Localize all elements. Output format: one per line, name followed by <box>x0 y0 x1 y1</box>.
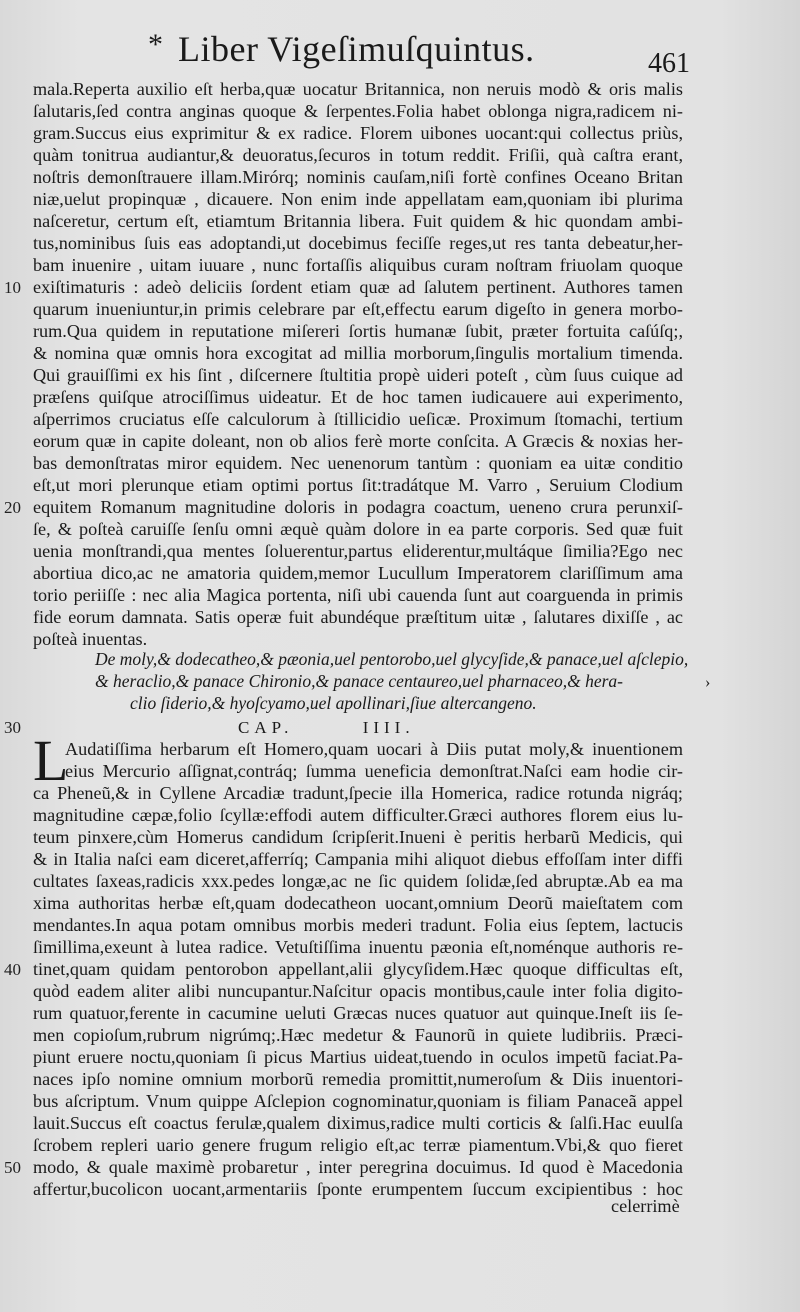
text-line: aſperrimos cruciatus eſſe calculorum à ſtillicidio ueſicæ. Proximum ſtomachi, tertium <box>33 409 683 429</box>
section-heading-line: De moly,& dodecatheo,& pæonia,uel pentorobo,uel glycyſide,& panace,uel aſclepio, <box>95 649 689 669</box>
section-heading <box>95 648 689 714</box>
margin-line-number: 50 <box>4 1158 21 1177</box>
section-heading-line: clio ſiderio,& hyoſcyamo,uel apollinari,ſiue altercangeno. <box>130 693 537 713</box>
text-line: tinet,quam quidam pentorobon appellant,alii glycyſidem.Hæc quoque difficultas eſt, <box>33 959 683 979</box>
text-line: ſalutaris,ſed contra anginas quoque & ſerpentes.Folia habet oblonga nigra,radicem ni- <box>33 101 683 121</box>
text-line: Audatiſſima herbarum eſt Homero,quam uocari à Diis putat moly,& inuentionem <box>65 739 683 759</box>
text-line: & nomina quæ omnis hora excogitat ad millia morborum,ſingulis mortalium timenda. <box>33 343 683 363</box>
chapter-label: CAP. <box>238 718 294 737</box>
text-line: quàm tonitrua audiantur,& deuoratus,ſecuros in totum reddit. Friſii, quà caſtra erant, <box>33 145 683 165</box>
text-line: quarum inueniuntur,in primis celebrare par eſt,effectu earum digeſto in genera morbo- <box>33 299 683 319</box>
text-line: naſceretur, certum eſt, etiamtum Britannia libera. Fuit quidem & hic quondam ambi- <box>33 211 683 231</box>
text-line: modo, & quale maximè probaretur , inter peregrina docuimus. Id quod è Macedonia <box>33 1157 683 1177</box>
margin-line-number: 20 <box>4 498 21 517</box>
text-line: eius Mercurio aſſignat,contráq; ſumma ueneficia demonſtrat.Naſci eam hodie cir- <box>65 761 683 781</box>
edge-mark: › <box>705 674 711 691</box>
drop-cap: L <box>33 728 69 793</box>
text-line: fide eorum damnata. Satis operæ fuit abundéque præſtitum uitæ , ſalutares dixiſſe , ac <box>33 607 683 627</box>
text-line: præſens quiſque atrociſſimus uideatur. Et de hoc tamen iudicauere aui experimento, <box>33 387 683 407</box>
text-line: eorum quæ in capite doleant, non ob alios ferè morte conſcita. A Græcis & noxias her- <box>33 431 683 451</box>
chapter-number: IIII. <box>362 718 415 737</box>
catchword: celerrimè <box>611 1196 680 1216</box>
text-line: exiſtimaturis : adeò deliciis ſordent etiam quæ ad ſalutem pertinent. Authores tamen <box>33 277 683 297</box>
text-line: lauit.Succus eſt coactus ferulæ,qualem diximus,radice multi corticis & ſalſi.Hac euulſa <box>33 1113 683 1133</box>
margin-line-number: 10 <box>4 278 21 297</box>
text-line: poſteà inuentas. <box>33 629 148 649</box>
text-line: uenia monſtrandi,qua mentes ſoluerentur,partus eliderentur,multáque ſimilia?Ego nec <box>33 541 683 561</box>
text-line: magnitudine cæpæ,folio ſcyllæ:effodi autem difficulter.Græci authores florem eius lu- <box>33 805 683 825</box>
text-line: bam inuenire , uitam iuuare , nunc fortaſſis aliquibus curam noſtram friuolam quoque <box>33 255 683 275</box>
page-number: 461 <box>648 48 690 79</box>
margin-line-number: 30 <box>4 718 21 737</box>
running-title: Liber Vigeſimuſquintus. <box>178 29 535 69</box>
text-line: bas demonſtratas miror equidem. Nec uenenorum tantùm : quoniam ea uitæ conditio <box>33 453 683 473</box>
text-line: ſe, & poſteà caruiſſe ſenſu omni æquè quàm dolore in ea parte corporis. Sed quæ fuit <box>33 519 683 539</box>
text-line: bus aſcriptum. Vnum quippe Aſclepion cognominatur,quoniam is filiam Panaceã appel <box>33 1091 683 1111</box>
text-line: men copioſum,rubrum nigrúmq;.Hæc medetur & Faunorũ in quiete ludibriis. Præci- <box>33 1025 683 1045</box>
section-heading-line: & heraclio,& panace Chironio,& panace centaureo,uel pharnaceo,& hera- <box>95 671 623 691</box>
text-line: piunt eruere noctu,quoniam ſi picus Martius uideat,tuendo in oculos impetũ faciat.Pa- <box>33 1047 683 1067</box>
text-line: affertur,bucolicon uocant,armentariis ſponte erumpentem ſuccum excipientibus : hoc <box>33 1179 683 1199</box>
text-line: & in Italia naſci eam diceret,afferríq; Campania mihi aliquot diebus effoſſam inter diffi <box>33 849 683 869</box>
text-line: xima authoritas herbæ eſt,quam dodecatheon uocant,omnium Deorũ maieſtatem com <box>33 893 683 913</box>
header-mark: * <box>148 28 163 61</box>
text-line: noſtris demonſtrauere illam.Mirórq; nominis cauſam,niſi fortè confines Oceano Britan <box>33 167 683 187</box>
margin-line-number: 40 <box>4 960 21 979</box>
text-line: ca Pheneũ,& in Cyllene Arcadiæ tradunt,ſpecie illa Homerica, radice rotunda nigráq; <box>33 783 683 803</box>
text-line: mendantes.In aqua potam omnibus morbis mederi tradunt. Folia eius ſeptem, lactucis <box>33 915 683 935</box>
text-line: rum quatuor,ferente in cacumine ueluti Græcas nuces quatuor aut quinque.Ineſt iis ſe- <box>33 1003 683 1023</box>
chapter-heading <box>238 718 538 738</box>
text-line: eſt,ut mori plerunque etiam optimi portus ſit:tradátque M. Varro , Seruium Clodium <box>33 475 683 495</box>
text-line: equitem Romanum magnitudine doloris in podagra coactum, ueneno crura perunxiſ- <box>33 497 683 517</box>
text-line: niæ,uelut propinquæ , dicauere. Non enim inde appellatam eam,quoniam ibi plurima <box>33 189 683 209</box>
text-line: ſcrobem repleri uario genere frugum religio eſt,ac terræ piamentum.Vbi,& quo fieret <box>33 1135 683 1155</box>
paragraph-1 <box>33 78 683 650</box>
text-line: tus,nominibus ſuis eas adoptandi,ut docebimus feciſſe reges,ut res tanta debeatur,her- <box>33 233 683 253</box>
text-line: teum pinxere,cùm Homerus candidum ſcripſerit.Inueni è peritis herbarũ Medicis, qui <box>33 827 683 847</box>
text-line: mala.Reperta auxilio eſt herba,quæ uocatur Britannica, non neruis modò & oris malis <box>33 79 683 99</box>
text-line: cultates ſaxeas,radicis xxx.pedes longæ,ac ne ſic quidem ſolidæ,ſed abruptæ.Ab ea ma <box>33 871 683 891</box>
text-line: abortiua dico,ac ne amatoria quidem,memor Lucullum Imperatorem clariſſimum ama <box>33 563 683 583</box>
text-line: naces ipſo nomine omnium morborũ remedia promittit,numeroſum & Diis inuentori- <box>33 1069 683 1089</box>
text-line: gram.Succus eius exprimitur & ex radice. Florem uibones uocant:qui collectus priùs, <box>33 123 683 143</box>
paragraph-2 <box>33 728 683 1200</box>
text-line: Qui grauiſſimi ex his ſint , diſcernere ſtultitia propè uideri poteſt , cùm ſuus cuique ad <box>33 365 683 385</box>
text-line: torio periiſſe : nec alia Magica portenta, niſi ubi cauenda ſunt aut coarguenda in primis <box>33 585 683 605</box>
text-line: ſimillima,exeunt à lutea radice. Vetuſtiſſima inuentu pæonia eſt,noménque authoris re- <box>33 937 683 957</box>
text-line: rum.Qua quidem in reputatione miſereri ſortis humanæ ſubit, præter fortuita caſúſq;, <box>33 321 683 341</box>
page-header <box>0 18 800 78</box>
text-line: quòd eadem aliter alibi nuncupantur.Naſcitur opacis montibus,caule inter folia digito- <box>33 981 683 1001</box>
